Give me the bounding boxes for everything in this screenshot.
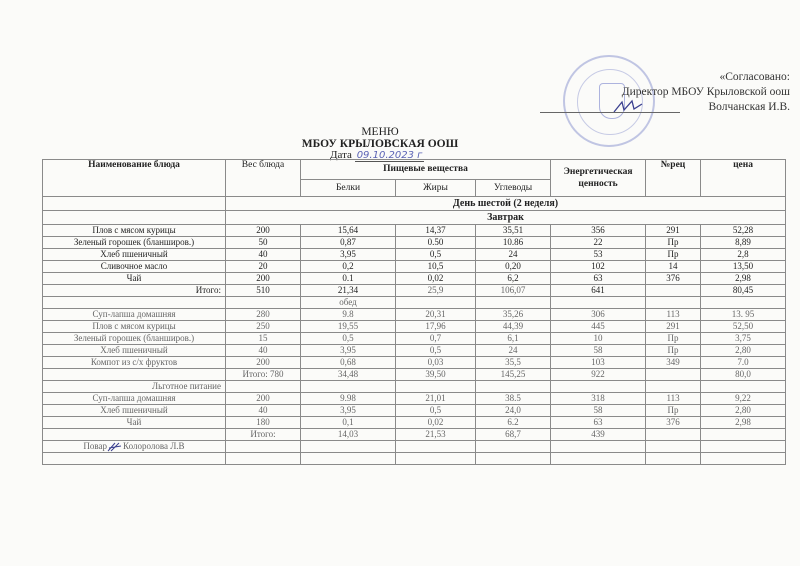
dish-energy: 10 [551, 333, 646, 345]
dish-energy: 306 [551, 309, 646, 321]
dish-energy: 58 [551, 345, 646, 357]
dish-recipe: Пр [646, 237, 701, 249]
cook-signature-icon [107, 442, 123, 452]
approval-line-3: Волчанская И.В. [708, 101, 790, 113]
signature-line [540, 112, 680, 113]
discount-total-row [43, 429, 786, 441]
dish-row [43, 405, 786, 417]
empty-cell [701, 297, 786, 309]
empty-cell [396, 441, 476, 453]
approval-line-2: Директор МБОУ Крыловской оош [621, 86, 790, 98]
col-nutrients-header: Пищевые вещества [301, 160, 551, 180]
dish-recipe: 113 [646, 393, 701, 405]
col-price-header: цена [701, 160, 786, 197]
total-fats: 21,53 [396, 429, 476, 441]
dish-price: 7.0 [701, 357, 786, 369]
total-fats: 25,9 [396, 285, 476, 297]
dish-proteins: 0,87 [301, 237, 396, 249]
empty-cell [226, 441, 301, 453]
document-title [280, 126, 480, 150]
dish-name: Сливочное масло [43, 261, 226, 273]
blank-row [43, 453, 786, 465]
dish-name: Плов с мясом курицы [43, 321, 226, 333]
dish-recipe: Пр [646, 333, 701, 345]
dish-proteins: 15,64 [301, 225, 396, 237]
total-fats: 39,50 [396, 369, 476, 381]
total-label: Итого: [226, 429, 301, 441]
dish-price: 3,75 [701, 333, 786, 345]
cook-name: Колоролова Л.В [123, 441, 185, 451]
dish-weight: 50 [226, 237, 301, 249]
col-weight-header: Вес блюда [226, 160, 301, 197]
dish-fats: 0,02 [396, 273, 476, 285]
dish-name: Хлеб пшеничный [43, 345, 226, 357]
dish-price: 9,22 [701, 393, 786, 405]
empty-cell [396, 297, 476, 309]
dish-carbs: 35,26 [476, 309, 551, 321]
empty-cell [476, 453, 551, 465]
dish-name: Хлеб пшеничный [43, 249, 226, 261]
total-energy: 922 [551, 369, 646, 381]
dish-name: Чай [43, 273, 226, 285]
empty-cell [646, 441, 701, 453]
breakfast-title: Завтрак [226, 211, 786, 225]
empty-cell [43, 429, 226, 441]
dish-name: Зеленый горошек (бланширов.) [43, 237, 226, 249]
dish-weight: 40 [226, 345, 301, 357]
dish-proteins: 9.8 [301, 309, 396, 321]
dish-fats: 0.50 [396, 237, 476, 249]
dish-proteins: 0,68 [301, 357, 396, 369]
dish-proteins: 19,55 [301, 321, 396, 333]
dish-carbs: 6.2 [476, 417, 551, 429]
dish-weight: 20 [226, 261, 301, 273]
empty-cell [226, 297, 301, 309]
dish-carbs: 6,1 [476, 333, 551, 345]
dish-proteins: 3,95 [301, 345, 396, 357]
empty-cell [646, 453, 701, 465]
breakfast-total-row [43, 285, 786, 297]
dish-fats: 0,7 [396, 333, 476, 345]
dish-price: 2,98 [701, 417, 786, 429]
dish-weight: 200 [226, 273, 301, 285]
dish-energy: 445 [551, 321, 646, 333]
dish-recipe: 349 [646, 357, 701, 369]
menu-title: МЕНЮ [361, 126, 399, 138]
empty-cell [301, 381, 396, 393]
dish-fats: 0,5 [396, 405, 476, 417]
dish-carbs: 10.86 [476, 237, 551, 249]
dish-energy: 103 [551, 357, 646, 369]
dish-energy: 22 [551, 237, 646, 249]
total-energy: 439 [551, 429, 646, 441]
dish-recipe: Пр [646, 249, 701, 261]
col-fats-header: Жиры [396, 180, 476, 197]
dish-row [43, 321, 786, 333]
empty-cell [701, 429, 786, 441]
day-row [43, 197, 786, 211]
dish-row [43, 249, 786, 261]
empty-cell [646, 381, 701, 393]
empty-cell [476, 381, 551, 393]
empty-cell [551, 381, 646, 393]
dish-price: 2,98 [701, 273, 786, 285]
dish-recipe: 376 [646, 273, 701, 285]
dish-recipe: Пр [646, 345, 701, 357]
dish-proteins: 3,95 [301, 249, 396, 261]
dish-fats: 0,5 [396, 345, 476, 357]
dish-name: Компот из с/х фруктов [43, 357, 226, 369]
dish-carbs: 44,39 [476, 321, 551, 333]
total-carbs: 106,07 [476, 285, 551, 297]
dish-energy: 63 [551, 417, 646, 429]
date-value: 09.10.2023 г [356, 150, 423, 161]
dish-proteins: 0.1 [301, 273, 396, 285]
dish-fats: 0,03 [396, 357, 476, 369]
lunch-rows [43, 309, 786, 369]
dish-row [43, 261, 786, 273]
dish-name: Плов с мясом курицы [43, 225, 226, 237]
dish-weight: 200 [226, 225, 301, 237]
dish-weight: 180 [226, 417, 301, 429]
dish-carbs: 38.5 [476, 393, 551, 405]
breakfast-title-row [43, 211, 786, 225]
empty-cell [551, 441, 646, 453]
dish-energy: 58 [551, 405, 646, 417]
empty-cell [551, 453, 646, 465]
dish-recipe: Пр [646, 405, 701, 417]
dish-proteins: 0,1 [301, 417, 396, 429]
discount-rows [43, 393, 786, 429]
dish-energy: 318 [551, 393, 646, 405]
dish-price: 13. 95 [701, 309, 786, 321]
col-carbs-header: Углеводы [476, 180, 551, 197]
dish-name: Хлеб пшеничный [43, 405, 226, 417]
total-proteins: 34,48 [301, 369, 396, 381]
lunch-title-row [43, 297, 786, 309]
dish-proteins: 9.98 [301, 393, 396, 405]
empty-cell [701, 381, 786, 393]
approval-line-1: «Согласовано: [719, 71, 790, 83]
dish-recipe: 291 [646, 321, 701, 333]
school-name: МБОУ КРЫЛОВСКАЯ ООШ [301, 138, 459, 150]
dish-name: Суп-лапша домашняя [43, 309, 226, 321]
dish-recipe: 376 [646, 417, 701, 429]
empty-cell [301, 441, 396, 453]
dish-name: Суп-лапша домашняя [43, 393, 226, 405]
dish-carbs: 35,51 [476, 225, 551, 237]
dish-price: 52,28 [701, 225, 786, 237]
header-row-1 [43, 160, 786, 180]
dish-row [43, 333, 786, 345]
dish-proteins: 3,95 [301, 405, 396, 417]
empty-cell [646, 429, 701, 441]
menu-table [42, 159, 786, 465]
total-label: Итого: 780 [226, 369, 301, 381]
cook-row [43, 441, 786, 453]
dish-proteins: 0,2 [301, 261, 396, 273]
dish-weight: 200 [226, 393, 301, 405]
dish-price: 52,50 [701, 321, 786, 333]
dish-name: Чай [43, 417, 226, 429]
empty-cell [476, 297, 551, 309]
dish-fats: 20,31 [396, 309, 476, 321]
dish-energy: 102 [551, 261, 646, 273]
dish-weight: 15 [226, 333, 301, 345]
breakfast-rows [43, 225, 786, 285]
dish-row [43, 357, 786, 369]
cook-signature [43, 441, 226, 453]
dish-weight: 40 [226, 249, 301, 261]
dish-price: 2,8 [701, 249, 786, 261]
col-proteins-header: Белки [301, 180, 396, 197]
total-label: Итого: [43, 285, 226, 297]
dish-price: 2,80 [701, 345, 786, 357]
empty-cell [43, 197, 226, 211]
empty-cell [701, 441, 786, 453]
dish-price: 13,50 [701, 261, 786, 273]
dish-proteins: 0,5 [301, 333, 396, 345]
dish-fats: 21,01 [396, 393, 476, 405]
empty-cell [43, 211, 226, 225]
total-price: 80,45 [701, 285, 786, 297]
dish-fats: 10,5 [396, 261, 476, 273]
dish-price: 2,80 [701, 405, 786, 417]
dish-fats: 0,5 [396, 249, 476, 261]
dish-carbs: 24 [476, 345, 551, 357]
dish-row [43, 417, 786, 429]
col-recipe-header: №рец [646, 160, 701, 197]
col-energy-header: Энергетическая ценность [551, 160, 646, 197]
empty-cell [43, 369, 226, 381]
date-label: Дата [330, 149, 352, 161]
dish-carbs: 6,2 [476, 273, 551, 285]
dish-fats: 14,37 [396, 225, 476, 237]
dish-row [43, 273, 786, 285]
total-price: 80,0 [701, 369, 786, 381]
col-name-header: Наименование блюда [43, 160, 226, 197]
dish-energy: 356 [551, 225, 646, 237]
dish-weight: 40 [226, 405, 301, 417]
empty-cell [701, 453, 786, 465]
dish-row [43, 237, 786, 249]
dish-weight: 200 [226, 357, 301, 369]
empty-cell [646, 297, 701, 309]
discount-title: Льготное питание [43, 381, 226, 393]
empty-cell [396, 453, 476, 465]
dish-recipe: 291 [646, 225, 701, 237]
dish-fats: 17,96 [396, 321, 476, 333]
dish-row [43, 225, 786, 237]
total-energy: 641 [551, 285, 646, 297]
empty-cell [476, 441, 551, 453]
lunch-total-row [43, 369, 786, 381]
total-weight: 510 [226, 285, 301, 297]
empty-cell [301, 453, 396, 465]
discount-title-row [43, 381, 786, 393]
approval-block [600, 70, 790, 115]
lunch-title: обед [301, 297, 396, 309]
dish-price: 8,89 [701, 237, 786, 249]
dish-weight: 250 [226, 321, 301, 333]
dish-row [43, 393, 786, 405]
total-recipe [646, 369, 701, 381]
dish-name: Зеленый горошек (бланширов.) [43, 333, 226, 345]
total-recipe [646, 285, 701, 297]
empty-cell [551, 297, 646, 309]
dish-carbs: 0,20 [476, 261, 551, 273]
empty-cell [43, 453, 226, 465]
cook-label: Повар [83, 441, 108, 451]
empty-cell [226, 453, 301, 465]
dish-carbs: 24 [476, 249, 551, 261]
dish-energy: 63 [551, 273, 646, 285]
dish-carbs: 24,0 [476, 405, 551, 417]
total-proteins: 21,34 [301, 285, 396, 297]
dish-carbs: 35,5 [476, 357, 551, 369]
dish-recipe: 14 [646, 261, 701, 273]
dish-fats: 0,02 [396, 417, 476, 429]
dish-energy: 53 [551, 249, 646, 261]
empty-cell [396, 381, 476, 393]
dish-weight: 280 [226, 309, 301, 321]
day-title: День шестой (2 неделя) [226, 197, 786, 211]
total-carbs: 68,7 [476, 429, 551, 441]
dish-row [43, 345, 786, 357]
total-carbs: 145,25 [476, 369, 551, 381]
dish-row [43, 309, 786, 321]
empty-cell [43, 297, 226, 309]
total-proteins: 14,03 [301, 429, 396, 441]
empty-cell [226, 381, 301, 393]
dish-recipe: 113 [646, 309, 701, 321]
